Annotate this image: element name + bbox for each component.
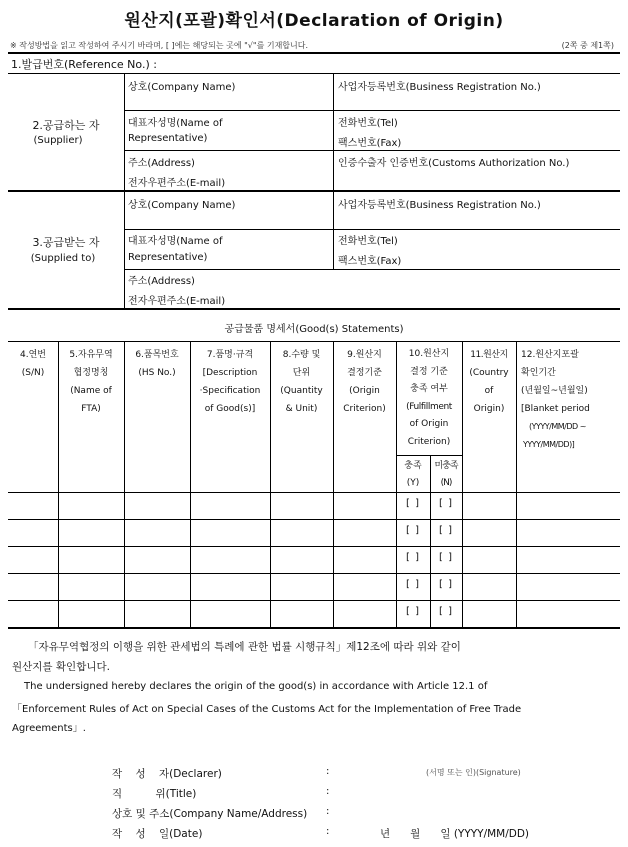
divider bbox=[124, 110, 620, 111]
receiver-tel-label: 전화번호(Tel) bbox=[338, 236, 398, 247]
col-no-header bbox=[430, 458, 462, 492]
header-line: 6.품목번호 bbox=[135, 350, 179, 360]
col-yes-header bbox=[396, 458, 430, 492]
col-fulfillment-header bbox=[396, 346, 462, 451]
table-bottom-border bbox=[8, 627, 620, 629]
divider bbox=[516, 341, 517, 627]
receiver-label: 3.공급받는 자 bbox=[32, 236, 100, 249]
supplier-address-label: 주소(Address) bbox=[128, 158, 195, 169]
header-line: 충족 여부 bbox=[410, 384, 448, 394]
supplier-company-label: 상호(Company Name) bbox=[128, 82, 236, 93]
header-line: 11.원산지 bbox=[470, 350, 508, 360]
header-line: (N) bbox=[440, 478, 452, 488]
col-country-header bbox=[462, 346, 516, 418]
header-line: [Blanket period bbox=[521, 404, 590, 414]
divider bbox=[8, 573, 620, 574]
colon: : bbox=[326, 826, 330, 837]
receiver-label-en: (Supplied to) bbox=[30, 253, 96, 264]
header-line: YYYY/MM/DD)] bbox=[523, 440, 575, 449]
declarer-label: 작 성 자(Declarer) bbox=[112, 768, 222, 780]
page-title: 원산지(포괄)확인서(Declaration of Origin) bbox=[124, 11, 504, 31]
supplier-fax-label: 팩스번호(Fax) bbox=[338, 138, 402, 149]
reference-no-label: 1.발급번호(Reference No.) : bbox=[11, 58, 157, 71]
divider bbox=[396, 455, 462, 456]
header-line: of bbox=[484, 386, 494, 396]
checkbox-no[interactable]: [ ] bbox=[439, 525, 453, 536]
checkbox-yes[interactable]: [ ] bbox=[406, 552, 420, 563]
checkbox-yes[interactable]: [ ] bbox=[406, 579, 420, 590]
receiver-rep-label: 대표자성명(Name of bbox=[128, 236, 223, 247]
receiver-fax-label: 팩스번호(Fax) bbox=[338, 256, 402, 267]
checkbox-no[interactable]: [ ] bbox=[439, 552, 453, 563]
header-line: 4.연번 bbox=[20, 350, 46, 360]
divider bbox=[8, 190, 620, 192]
header-line: (Name of bbox=[70, 386, 112, 396]
supplier-rep-label: 대표자성명(Name of bbox=[128, 118, 223, 129]
checkbox-no[interactable]: [ ] bbox=[439, 579, 453, 590]
supplier-brn-label: 사업자등록번호(Business Registration No.) bbox=[338, 82, 541, 93]
divider bbox=[8, 341, 620, 342]
header-line: Criterion) bbox=[407, 436, 451, 447]
header-line: 결정 기준 bbox=[410, 366, 448, 377]
checkbox-no[interactable]: [ ] bbox=[439, 498, 453, 509]
supplier-label-en: (Supplier) bbox=[33, 135, 83, 146]
header-line: 확인기간 bbox=[521, 368, 556, 378]
checkbox-yes[interactable]: [ ] bbox=[406, 498, 420, 509]
header-line: 12.원산지포괄 bbox=[521, 350, 579, 360]
header-line: (Quantity bbox=[280, 386, 323, 396]
receiver-brn-label: 사업자등록번호(Business Registration No.) bbox=[338, 200, 541, 211]
header-line: (Country bbox=[469, 368, 509, 378]
header-line: (Origin bbox=[349, 386, 380, 396]
signature-hint: (서명 또는 인)(Signature) bbox=[426, 768, 521, 777]
col-qty-header bbox=[270, 346, 333, 418]
header-line: 협정명칭 bbox=[73, 368, 109, 378]
col-hs-header bbox=[124, 346, 190, 382]
divider bbox=[333, 192, 334, 270]
header-line: 10.원산지 bbox=[408, 349, 450, 359]
col-fta-header bbox=[58, 346, 124, 418]
receiver-company-label: 상호(Company Name) bbox=[128, 200, 236, 211]
receiver-email-label: 전자우편주소(E-mail) bbox=[128, 296, 226, 307]
header-line: & Unit) bbox=[285, 404, 318, 414]
declaration-ko-1: 「자유무역협정의 이행을 위한 관세법의 특례에 관한 법률 시행규칙」제12조에 따라 위와 같이 bbox=[28, 641, 461, 653]
header-line: 7.품명·규격 bbox=[206, 350, 254, 360]
header-line: FTA) bbox=[81, 404, 101, 414]
header-line: (S/N) bbox=[21, 368, 45, 378]
header-line: of Origin bbox=[409, 419, 449, 429]
page-info: (2쪽 중 제1쪽) bbox=[561, 41, 614, 50]
divider bbox=[8, 73, 620, 74]
header-line: 9.원산지 bbox=[347, 350, 382, 360]
top-border bbox=[8, 52, 620, 54]
supplier-rep-label-2: Representative) bbox=[128, 133, 208, 144]
divider bbox=[124, 192, 125, 308]
declaration-en-2: 「Enforcement Rules of Act on Special Cases of the Customs Act for the Implementation of Free Trade bbox=[12, 704, 522, 715]
supplier-label: 2.공급하는 자 bbox=[32, 119, 100, 132]
header-line: (YYYY/MM/DD ~ bbox=[529, 422, 586, 431]
checkbox-yes[interactable]: [ ] bbox=[406, 606, 420, 617]
divider bbox=[8, 600, 620, 601]
divider bbox=[8, 546, 620, 547]
col-sn-header bbox=[8, 346, 58, 382]
receiver-rep-label-2: Representative) bbox=[128, 252, 208, 263]
supplier-email-label: 전자우편주소(E-mail) bbox=[128, 178, 226, 189]
divider bbox=[124, 341, 125, 627]
colon: : bbox=[326, 786, 330, 797]
col-blanket-header bbox=[521, 346, 621, 454]
header-line: (HS No.) bbox=[138, 368, 176, 378]
title-label: 직 위(Title) bbox=[112, 788, 197, 800]
header-line: [Description bbox=[202, 368, 258, 378]
header-line: (년월일~년월일) bbox=[521, 386, 588, 396]
header-line: Criterion) bbox=[343, 404, 386, 414]
header-line: Origin) bbox=[473, 404, 505, 414]
divider bbox=[8, 492, 620, 493]
declaration-ko-2: 원산지를 확인합니다. bbox=[12, 661, 110, 673]
header-line: 결정기준 bbox=[347, 368, 382, 378]
header-line: of Good(s)] bbox=[204, 404, 256, 414]
header-line: (Y) bbox=[406, 478, 420, 488]
divider bbox=[124, 150, 620, 151]
header-line: (Fulfillment bbox=[406, 401, 452, 412]
divider bbox=[8, 308, 620, 310]
header-line: 단위 bbox=[292, 368, 311, 378]
declaration-en-1: The undersigned hereby declares the origin of the good(s) in accordance with Article 12.1 of bbox=[24, 681, 488, 692]
goods-header: 공급물품 명세서(Good(s) Statements) bbox=[224, 324, 404, 335]
header-line: ·Specification bbox=[199, 386, 261, 396]
colon: : bbox=[326, 766, 330, 777]
instruction-note: ※ 작성방법을 읽고 작성하여 주시기 바라며, [ ]에는 해당되는 곳에 "√"를 기재합니다. bbox=[10, 41, 309, 50]
divider bbox=[124, 229, 620, 230]
header-line: 미충족 bbox=[434, 461, 458, 471]
divider bbox=[333, 73, 334, 191]
col-desc-header bbox=[190, 346, 270, 418]
divider bbox=[124, 73, 125, 191]
checkbox-no[interactable]: [ ] bbox=[439, 606, 453, 617]
company-address-label: 상호 및 주소(Company Name/Address) bbox=[112, 808, 308, 820]
header-line: 충족 bbox=[404, 461, 422, 471]
supplier-tel-label: 전화번호(Tel) bbox=[338, 118, 398, 129]
date-format: 년 월 일 (YYYY/MM/DD) bbox=[380, 828, 530, 840]
col-criterion-header bbox=[333, 346, 396, 418]
header-line: 8.수량 및 bbox=[282, 350, 321, 360]
declaration-en-3: Agreements」. bbox=[12, 723, 86, 734]
date-label: 작 성 일(Date) bbox=[112, 828, 203, 840]
checkbox-yes[interactable]: [ ] bbox=[406, 525, 420, 536]
supplier-auth-label: 인증수출자 인증번호(Customs Authorization No.) bbox=[338, 158, 570, 169]
colon: : bbox=[326, 806, 330, 817]
divider bbox=[124, 269, 620, 270]
header-line: 5.자유무역 bbox=[69, 350, 113, 360]
divider bbox=[8, 519, 620, 520]
receiver-address-label: 주소(Address) bbox=[128, 276, 195, 287]
